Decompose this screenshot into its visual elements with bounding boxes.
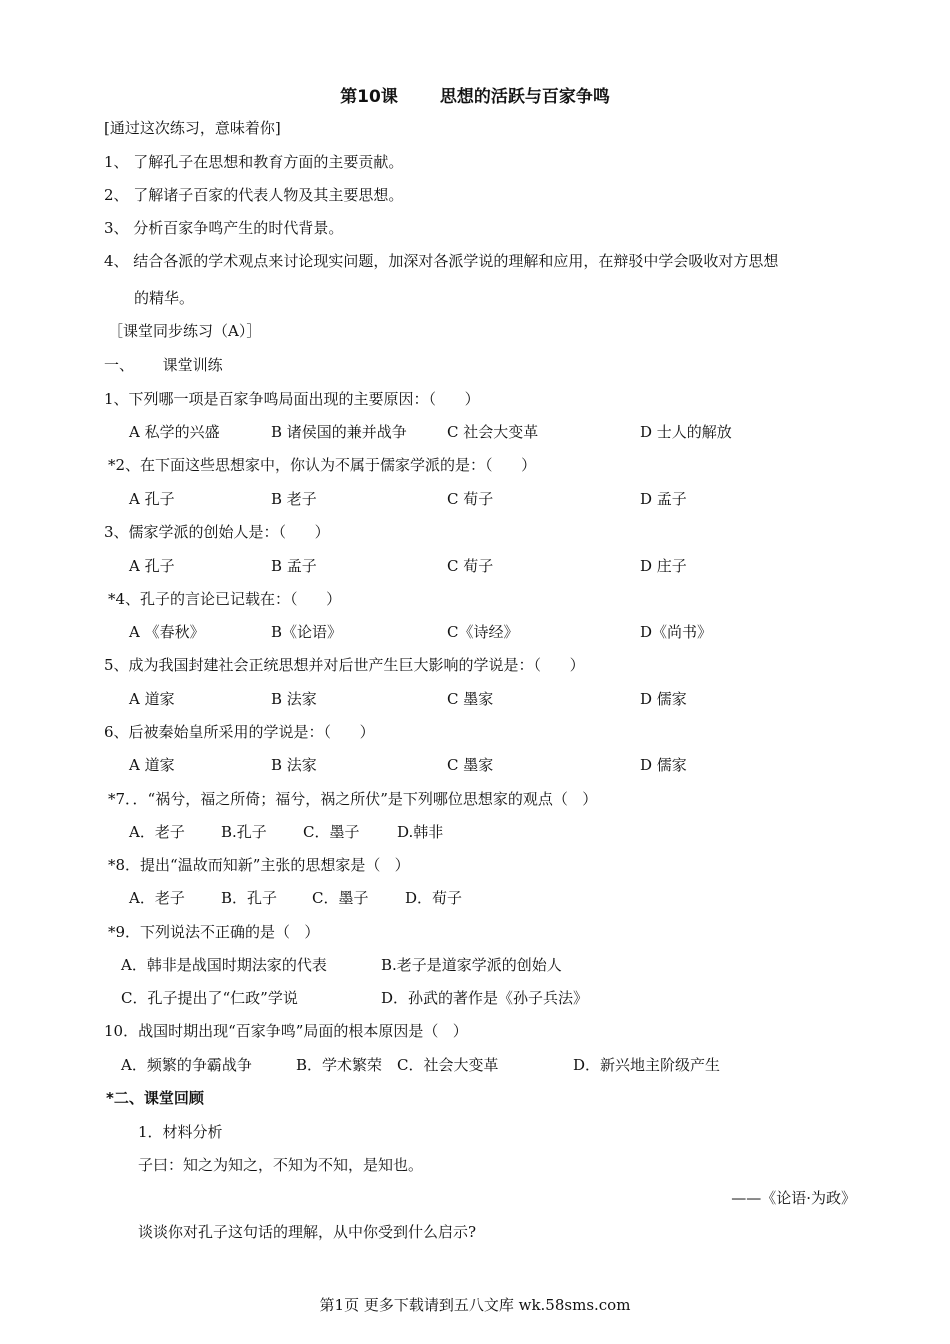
- option-a: A 孔子: [129, 490, 175, 508]
- option-b: B.老子是道家学派的创始人: [381, 956, 562, 974]
- option-a: A 孔子: [129, 557, 175, 575]
- option-c: C 社会大变革: [447, 423, 539, 441]
- question-text: *7．．“祸兮，福之所倚；福兮，祸之所伏”是下列哪位思想家的观点（ ）: [108, 790, 598, 808]
- option-a: A．韩非是战国时期法家的代表: [121, 956, 327, 974]
- option-c: C 墨家: [447, 756, 494, 774]
- option-d: D．新兴地主阶级产生: [573, 1056, 721, 1074]
- objective-item-continued: 的精华。: [134, 289, 195, 307]
- option-d: D．荀子: [405, 889, 463, 907]
- objective-item: 1、 了解孔子在思想和教育方面的主要贡献。: [104, 153, 404, 171]
- option-b: B．学术繁荣: [296, 1056, 383, 1074]
- option-b: B.孔子: [221, 823, 267, 841]
- question-text: *8．提出“温故而知新”主张的思想家是（ ）: [108, 856, 410, 874]
- option-b: B 法家: [271, 690, 317, 708]
- option-b: B《论语》: [271, 623, 343, 641]
- option-d: D《尚书》: [640, 623, 713, 641]
- option-c: C．墨子: [312, 889, 369, 907]
- page-title: [0, 82, 950, 107]
- objective-item: 3、 分析百家争鸣产生的时代背景。: [104, 219, 344, 237]
- question-text: *2、在下面这些思想家中，你认为不属于儒家学派的是：（ ）: [108, 456, 537, 474]
- page-footer: 第1页 更多下载请到五八文库 wk.58sms.com: [319, 1296, 631, 1314]
- option-a: A 《春秋》: [129, 623, 205, 641]
- lesson-number: 第10课: [340, 87, 398, 107]
- option-b: B 诸侯国的兼并战争: [271, 423, 407, 441]
- question-text: 6、后被秦始皇所采用的学说是：（ ）: [104, 723, 375, 741]
- objective-item: 4、 结合各派的学术观点来讨论现实问题，加深对各派学说的理解和应用，在辩驳中学会吸收对方思想: [104, 252, 779, 270]
- option-b: B 孟子: [271, 557, 317, 575]
- option-d: D 儒家: [640, 756, 687, 774]
- question-text: *9．下列说法不正确的是（ ）: [108, 923, 320, 941]
- option-d: D 庄子: [640, 557, 687, 575]
- option-c: C．社会大变革: [397, 1056, 499, 1074]
- option-a: A．老子: [129, 889, 185, 907]
- option-a: A．老子: [129, 823, 185, 841]
- lesson-topic: 思想的活跃与百家争鸣: [439, 87, 610, 107]
- option-d: D．孙武的著作是《孙子兵法》: [381, 989, 589, 1007]
- option-d: D.韩非: [397, 823, 444, 841]
- quote-source: ——《论语·为政》: [731, 1189, 856, 1207]
- section-2-header: *二、课堂回顾: [106, 1089, 204, 1107]
- option-b: B．孔子: [221, 889, 278, 907]
- question-text: 1、下列哪一项是百家争鸣局面出现的主要原因：（ ）: [104, 390, 480, 408]
- question-text: 3、儒家学派的创始人是：（ ）: [104, 523, 330, 541]
- option-b: B 老子: [271, 490, 317, 508]
- option-d: D 儒家: [640, 690, 687, 708]
- option-c: C 荀子: [447, 490, 494, 508]
- option-c: C．墨子: [303, 823, 360, 841]
- option-a: A 道家: [129, 756, 175, 774]
- material-analysis-label: 1．材料分析: [138, 1123, 223, 1141]
- discussion-prompt: 谈谈你对孔子这句话的理解，从中你受到什么启示?: [138, 1223, 477, 1241]
- option-a: A 私学的兴盛: [129, 423, 220, 441]
- option-d: D 孟子: [640, 490, 687, 508]
- section-1-header: 一、 课堂训练: [104, 356, 223, 374]
- option-d: D 士人的解放: [640, 423, 732, 441]
- option-a: A．频繁的争霸战争: [121, 1056, 252, 1074]
- option-b: B 法家: [271, 756, 317, 774]
- option-c: C 墨家: [447, 690, 494, 708]
- question-text: 10．战国时期出现“百家争鸣”局面的根本原因是（ ）: [104, 1022, 468, 1040]
- practice-header: ［课堂同步练习（A）］: [108, 322, 262, 340]
- question-text: *4、孔子的言论已记载在：（ ）: [108, 590, 342, 608]
- confucius-quote: 子曰：知之为知之，不知为不知，是知也。: [138, 1156, 424, 1174]
- objectives-header: [通过这次练习，意味着你]: [104, 119, 281, 137]
- objective-item: 2、 了解诸子百家的代表人物及其主要思想。: [104, 186, 404, 204]
- option-a: A 道家: [129, 690, 175, 708]
- option-c: C．孔子提出了“仁政”学说: [121, 989, 298, 1007]
- question-text: 5、成为我国封建社会正统思想并对后世产生巨大影响的学说是：（ ）: [104, 656, 585, 674]
- option-c: C 荀子: [447, 557, 494, 575]
- option-c: C《诗经》: [447, 623, 519, 641]
